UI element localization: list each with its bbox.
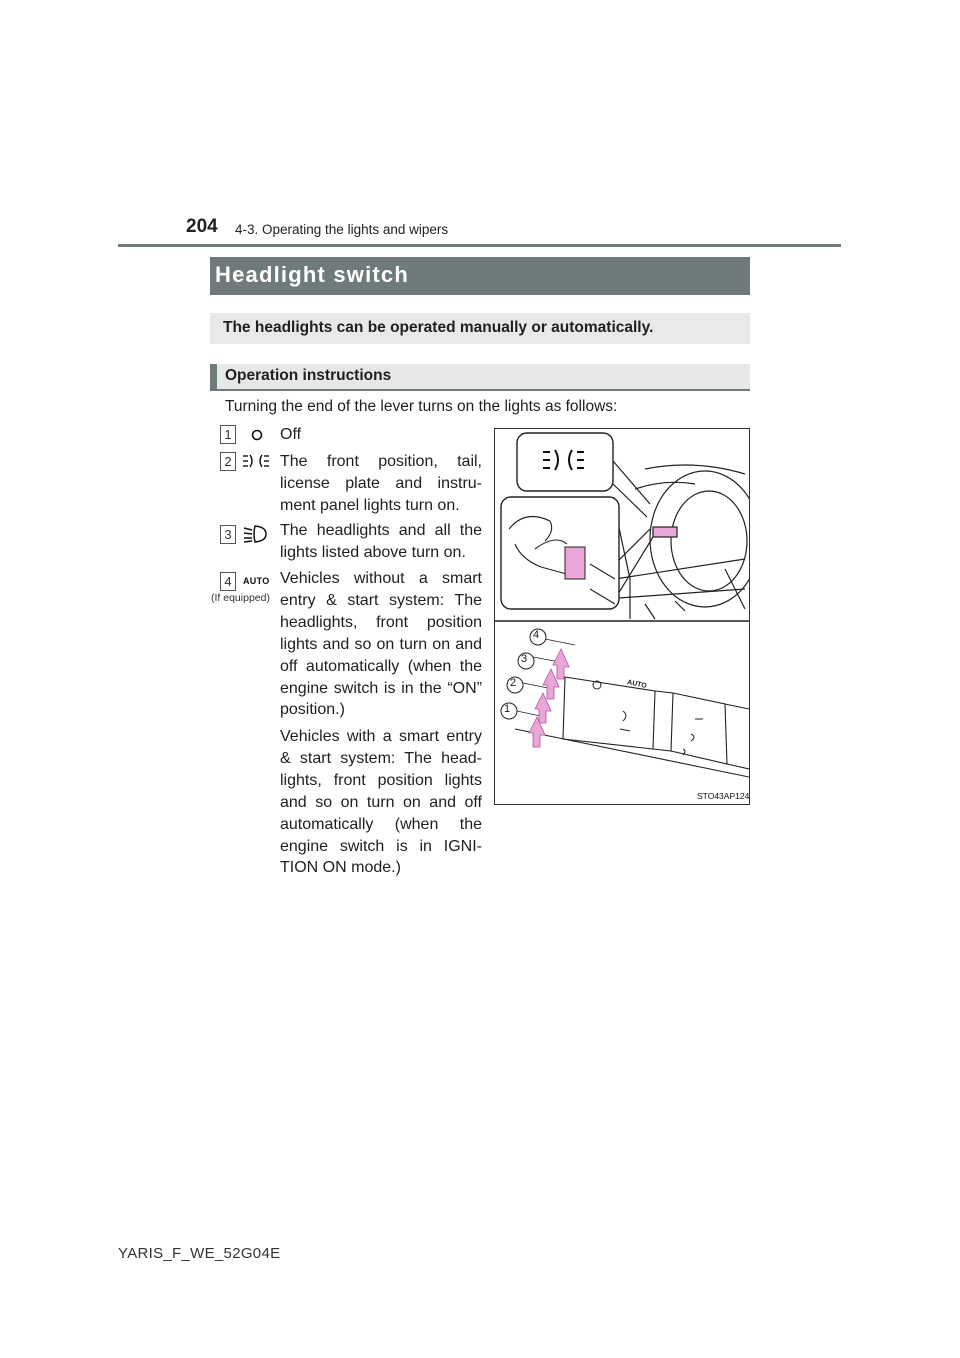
item-number-1: 1 xyxy=(220,425,236,444)
callout-3: 3 xyxy=(521,653,528,665)
header-rule xyxy=(118,244,841,247)
item-number-2: 2 xyxy=(220,452,236,471)
off-icon xyxy=(250,428,264,442)
item-text-4b: Vehicles with a smart entry & start system: The head-lights, front position lights and so on turn on and off automatically (when the engine switch is in IGNI-TION ON mode.) xyxy=(280,728,482,877)
item-text-4: Vehicles without a smart entry & start system: The headlights, front position lights and so on turn on and off automatically (when the engine switch is in the “ON” position.) xyxy=(280,570,482,719)
headlights-icon xyxy=(242,524,268,544)
subsection-title: Operation instructions xyxy=(225,367,392,384)
page-number: 204 xyxy=(186,216,218,237)
footer-doc-id: YARIS_F_WE_52G04E xyxy=(118,1245,281,1262)
lead-text: Turning the end of the lever turns on the lights as follows: xyxy=(225,398,618,415)
subsection-accent xyxy=(210,364,217,391)
callout-1: 1 xyxy=(504,703,511,715)
side-lights-icon xyxy=(242,452,270,470)
lever-illustration xyxy=(494,428,750,805)
intro-text: The headlights can be operated manually or automatically. xyxy=(223,319,654,336)
figure-code: STO43AP124 xyxy=(697,791,750,801)
page-title: Headlight switch xyxy=(215,262,409,287)
item-text-1: Off xyxy=(280,426,302,443)
item-number-3: 3 xyxy=(220,525,236,544)
callout-4: 4 xyxy=(533,629,540,641)
lever-drawing xyxy=(495,429,749,804)
if-equipped-note: (If equipped) xyxy=(211,592,270,604)
auto-icon: AUTO xyxy=(243,576,270,586)
lever-auto-label: AUTO xyxy=(626,679,648,690)
item-number-4: 4 xyxy=(220,572,236,591)
section-title: 4-3. Operating the lights and wipers xyxy=(235,222,449,237)
item-text-3: The headlights and all the lights listed above turn on. xyxy=(280,522,482,561)
item-text-2: The front position, tail, license plate and instru-ment panel lights turn on. xyxy=(280,453,482,514)
callout-2: 2 xyxy=(510,677,517,689)
